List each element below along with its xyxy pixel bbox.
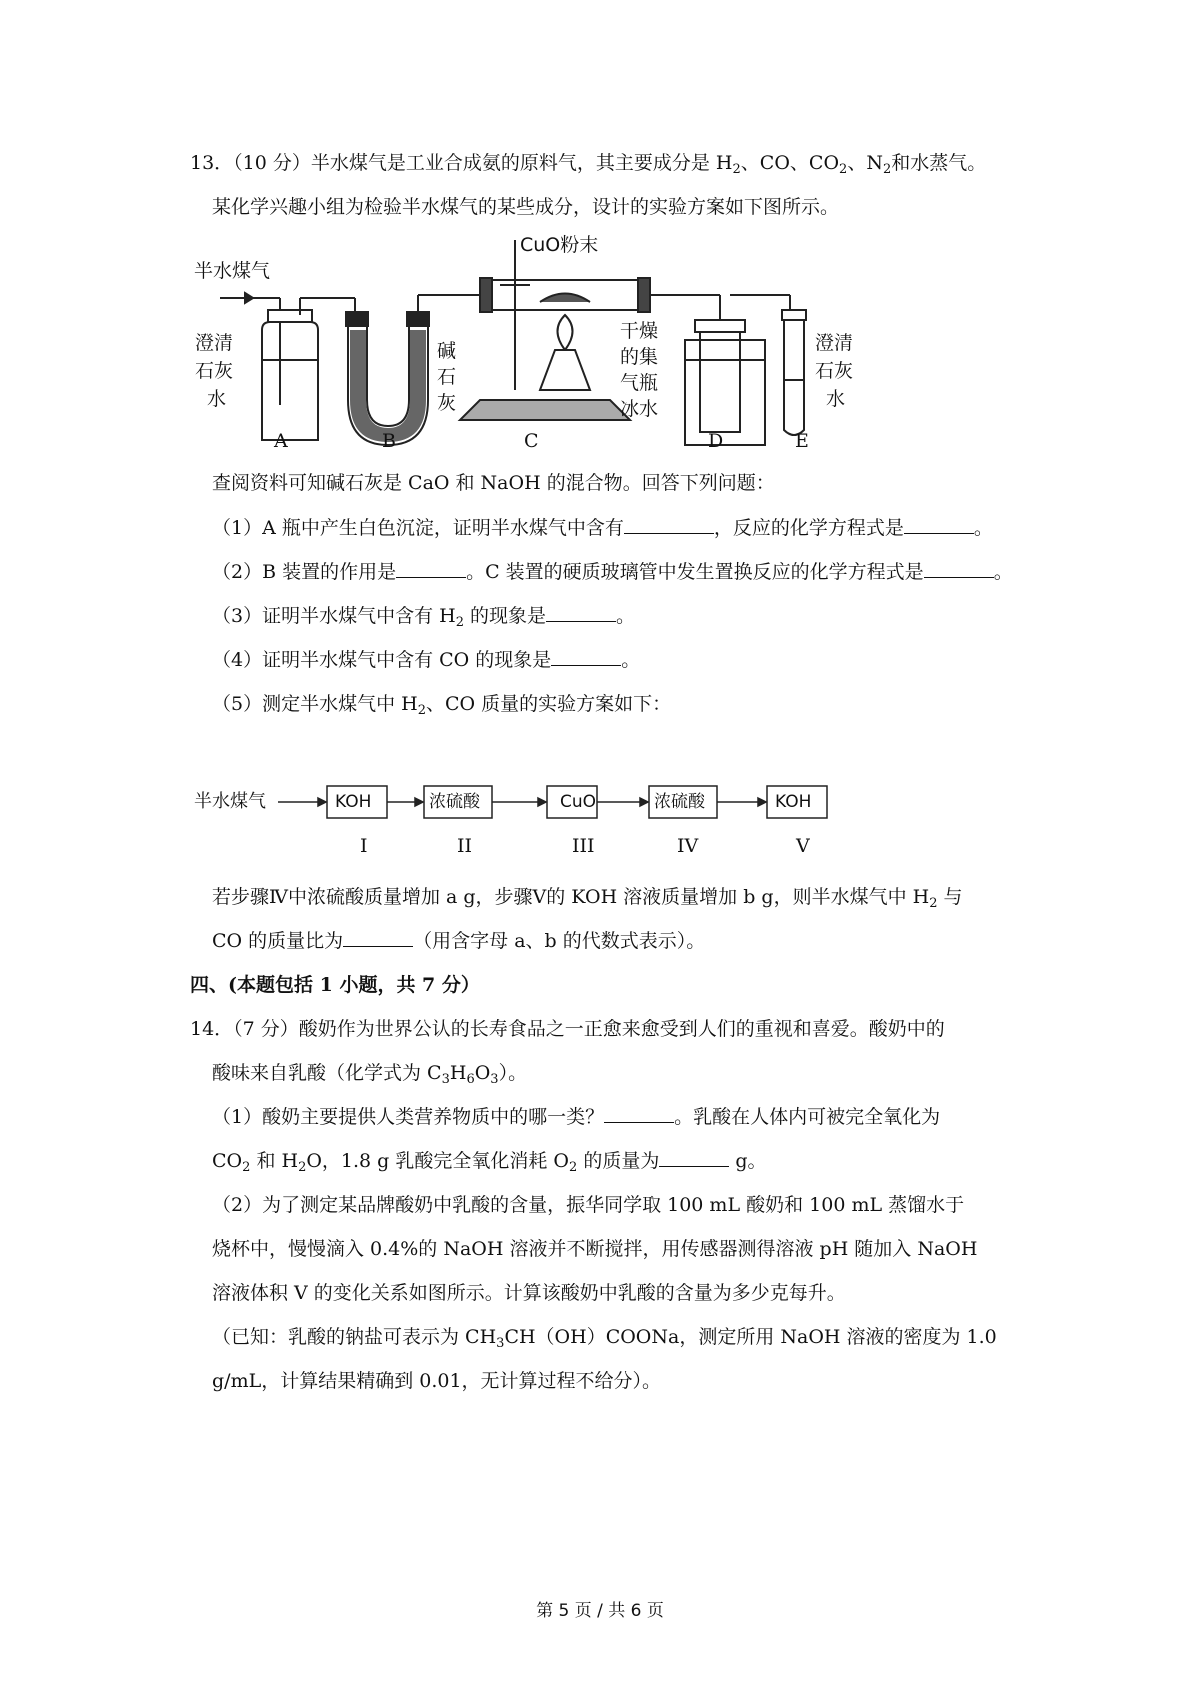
q13-part5: （5）测定半水煤气中 $H_2$、CO 质量的实验方案如下： xyxy=(212,693,672,718)
q13-line2: 某化学兴趣小组为检验半水煤气的某些成分，设计的实验方案如下图所示。 xyxy=(212,196,840,218)
letter-a: A xyxy=(274,430,288,452)
q13-part1: （1）A 瓶中产生白色沉淀，证明半水煤气中含有 ，反应的化学方程式是 。 xyxy=(212,517,993,539)
q14-part2-line4: （已知：乳酸的钠盐可表示为 $CH_3CH(OH)COONa$，测定所用 NaOH 溶液的密度为 1.0 xyxy=(212,1326,997,1351)
q14-line2: 酸味来自乳酸（化学式为 $C_3H_6O_3$）。 xyxy=(212,1062,528,1087)
letter-c: C xyxy=(524,430,539,452)
q14-line1: 14．（7 分）酸奶作为世界公认的长寿食品之一正愈来愈受到人们的重视和喜爱。酸奶中的 xyxy=(190,1018,945,1040)
q14-part1-line1: （1）酸奶主要提供人类营养物质中的哪一类？ 。乳酸在人体内可被完全氧化为 xyxy=(212,1106,941,1128)
flow-box-1: KOH xyxy=(335,792,372,812)
d-label-4: 冰水 xyxy=(620,398,659,420)
q13-part5-line2: 若步骤Ⅳ中浓硫酸质量增加 a g，步骤Ⅴ的 KOH 溶液质量增加 b g，则半水煤气中 $H_2$ 与 xyxy=(212,886,963,911)
flow-numeral-4: IV xyxy=(677,835,699,857)
q13-line1: 13．（10 分）半水煤气是工业合成氨的原料气，其主要成分是 $H_2$、CO、$CO_2$、$N_2$和水蒸气。 xyxy=(190,152,987,177)
q13-part4: （4）证明半水煤气中含有 CO 的现象是 。 xyxy=(212,649,641,671)
d-label-2: 的集 xyxy=(620,346,659,368)
flow-box-5: KOH xyxy=(775,792,812,812)
flow-box-4: 浓硫酸 xyxy=(654,792,705,812)
q14-part1-line2: $CO_2$ 和 $H_2O$，1.8 g 乳酸完全氧化消耗 $O_2$ 的质量为 g。 xyxy=(212,1150,767,1175)
b-label-3: 灰 xyxy=(437,392,457,414)
section-4-heading: 四、(本题包括 1 小题，共 7 分） xyxy=(190,974,480,996)
inlet-label: 半水煤气 xyxy=(194,260,271,282)
q14-part2-line3: 溶液体积 V 的变化关系如图所示。计算该酸奶中乳酸的含量为多少克每升。 xyxy=(212,1282,846,1304)
b-label-1: 碱 xyxy=(437,340,457,362)
letter-b: B xyxy=(382,430,396,452)
e-label-3: 水 xyxy=(826,388,846,410)
q14-part2-line1: （2）为了测定某品牌酸奶中乳酸的含量，振华同学取 100 mL 酸奶和 100 mL 蒸馏水于 xyxy=(212,1194,965,1216)
e-label-2: 石灰 xyxy=(815,360,854,382)
cuo-label: CuO粉末 xyxy=(520,234,599,256)
q14-part2-line2: 烧杯中，慢慢滴入 0.4%的 NaOH 溶液并不断搅拌，用传感器测得溶液 pH 随加入 NaOH xyxy=(212,1238,978,1260)
flow-numeral-3: III xyxy=(572,835,595,857)
a-label-3: 水 xyxy=(207,388,227,410)
a-label-2: 石灰 xyxy=(195,360,234,382)
flow-start: 半水煤气 xyxy=(194,791,266,812)
flow-numeral-1: I xyxy=(360,835,368,857)
a-label-1: 澄清 xyxy=(195,332,234,354)
flow-box-3: CuO xyxy=(560,792,597,812)
e-label-1: 澄清 xyxy=(815,332,854,354)
letter-d: D xyxy=(708,430,724,452)
q13-part2: （2）B 装置的作用是 。C 装置的硬质玻璃管中发生置换反应的化学方程式是 。 xyxy=(212,561,1013,583)
flow-box-2: 浓硫酸 xyxy=(429,792,480,812)
q13-info: 查阅资料可知碱石灰是 CaO 和 NaOH 的混合物。回答下列问题： xyxy=(212,472,775,494)
b-label-2: 石 xyxy=(437,366,457,388)
q14-part2-line5: g/mL，计算结果精确到 0.01，无计算过程不给分）。 xyxy=(212,1370,662,1392)
page-footer: 第 5 页 / 共 6 页 xyxy=(536,1601,664,1621)
flow-numeral-2: II xyxy=(457,835,473,857)
q13-part5-line3: CO 的质量比为 （用含字母 a、b 的代数式表示）。 xyxy=(212,930,706,952)
letter-e: E xyxy=(795,430,809,452)
flow-numeral-5: V xyxy=(796,835,810,857)
d-label-3: 气瓶 xyxy=(620,372,659,394)
q13-part3: （3）证明半水煤气中含有 $H_2$ 的现象是 。 xyxy=(212,605,636,630)
d-label-1: 干燥 xyxy=(620,320,659,342)
